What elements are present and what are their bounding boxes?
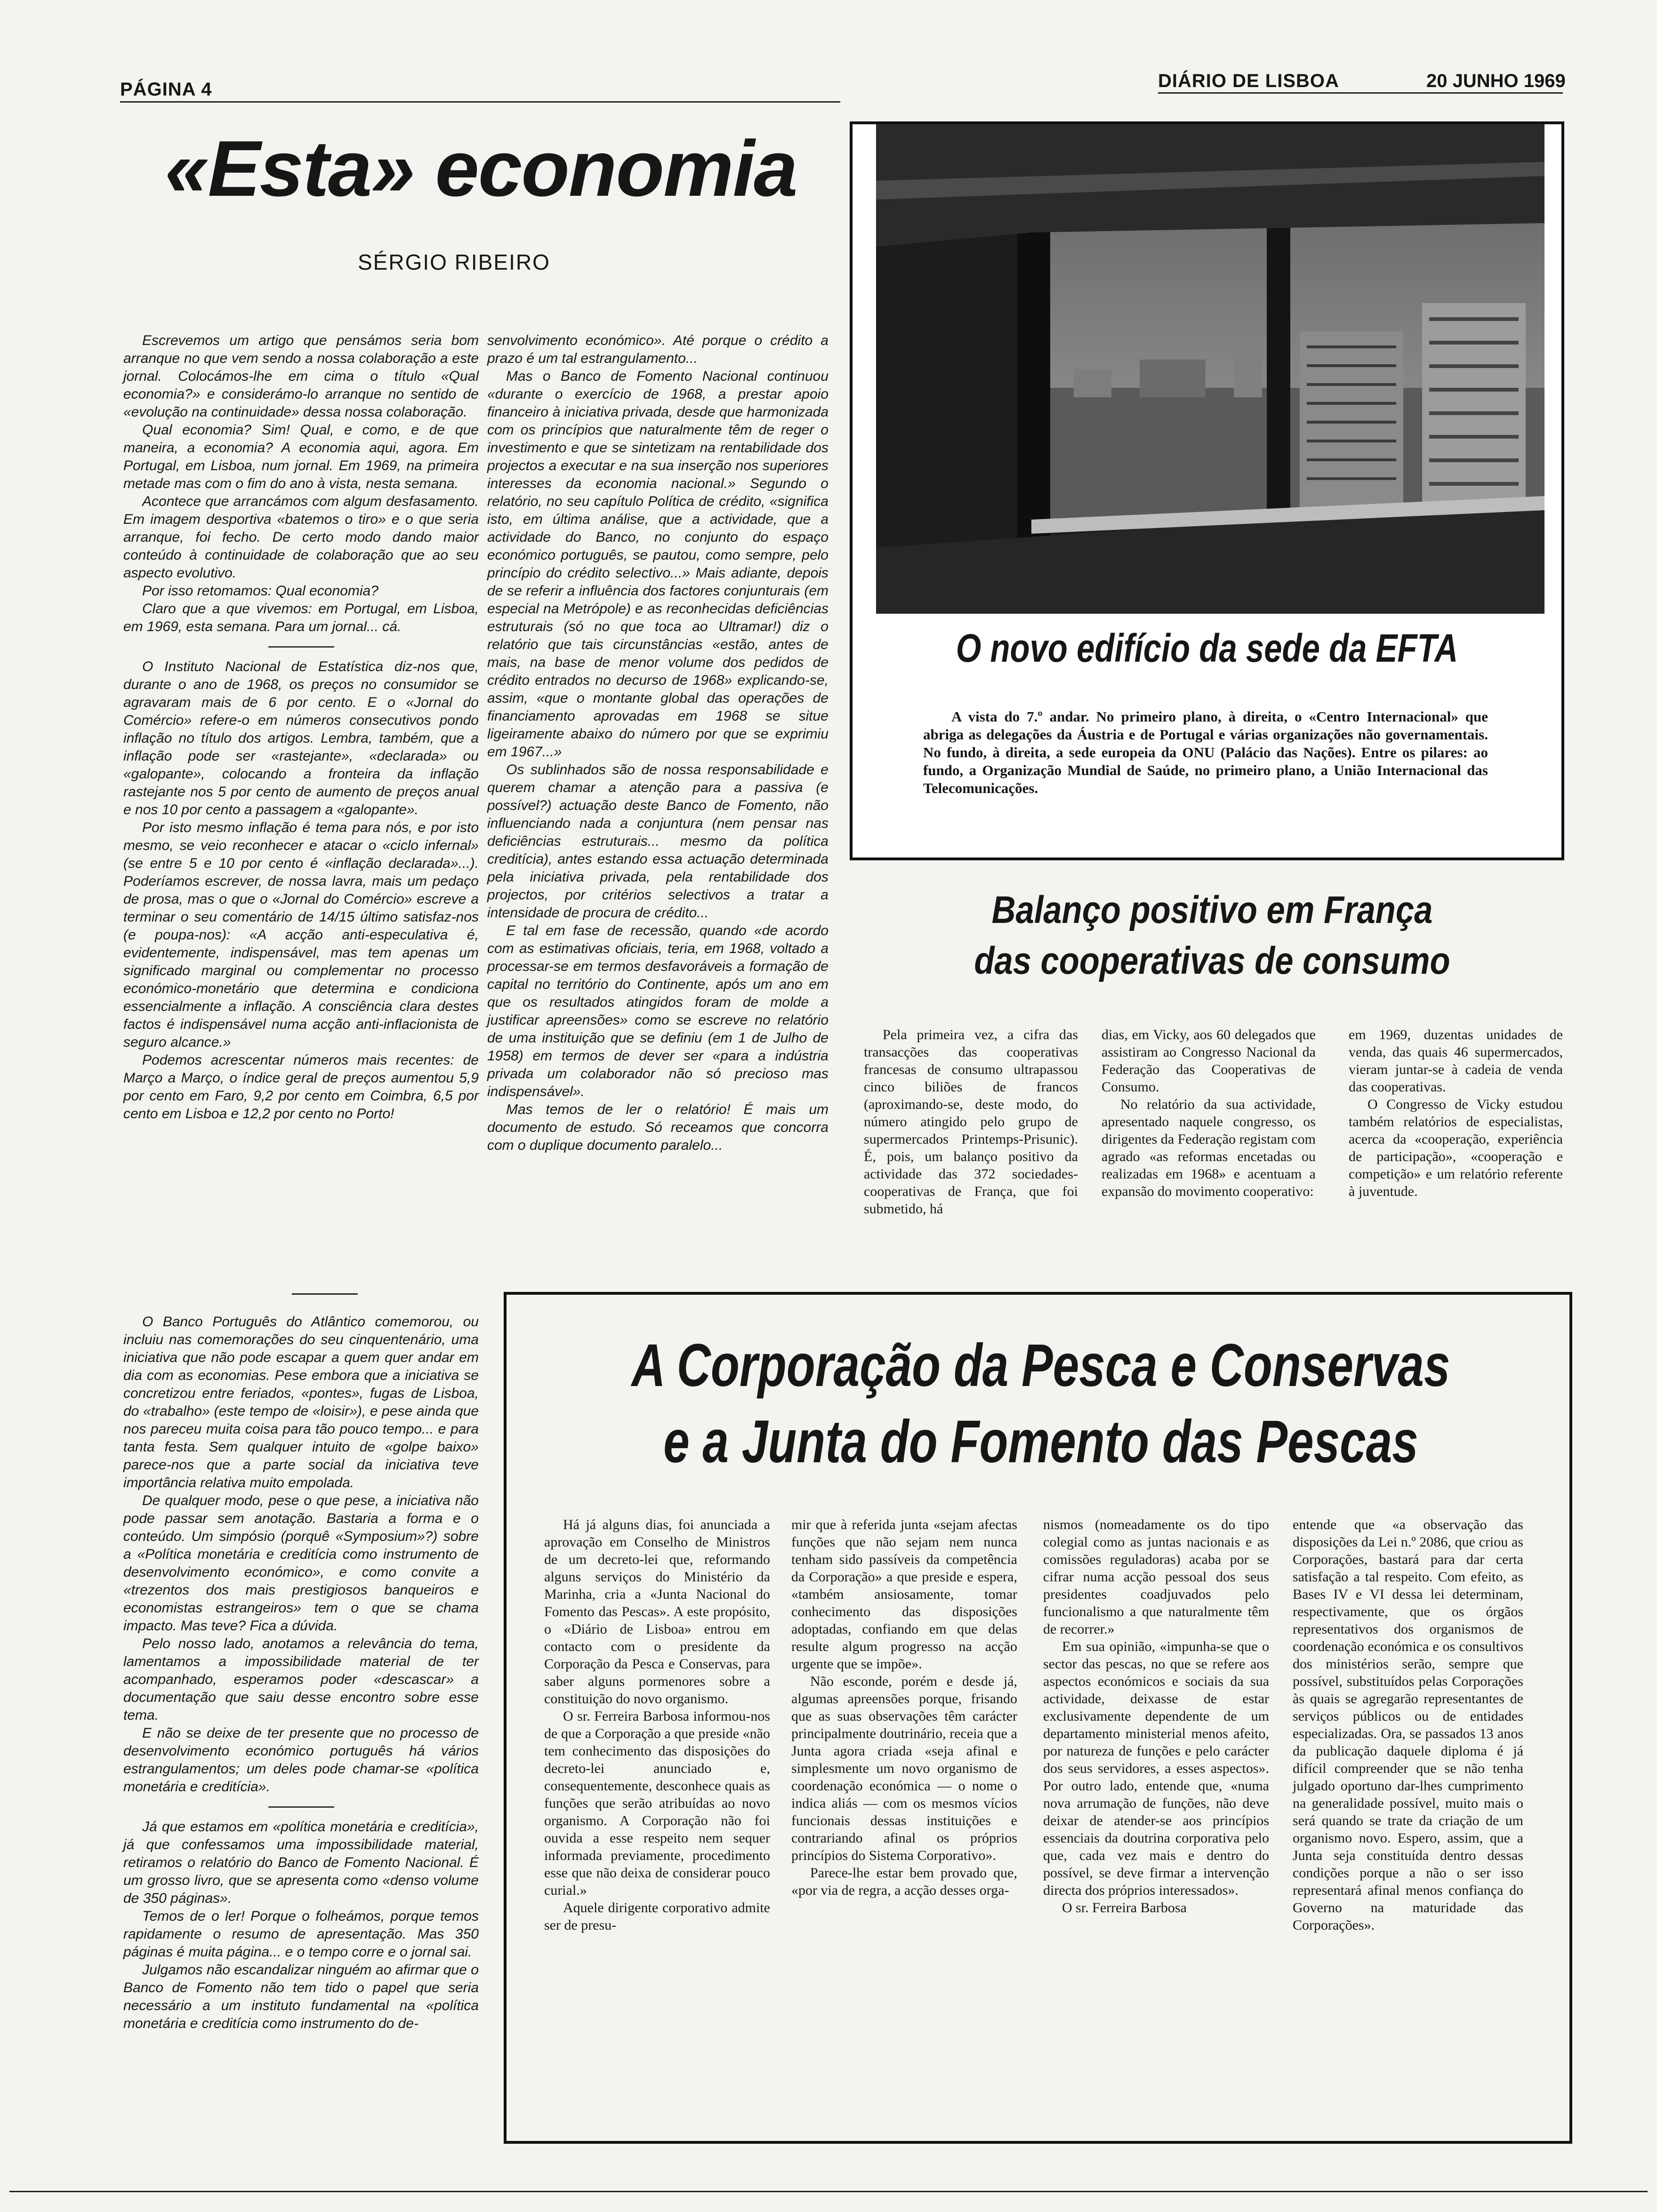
efta-headline: O novo edifício da sede da EFTA	[956, 626, 1458, 670]
paragraph: mir que à referida junta «sejam afectas funções que não sejam nem nunca tenham sido passíveis da competência da Corporação» a que preside e espera, «também ansiosamente, tomar conhecimento das disposições adoptadas, confiando em que delas resulte algum progresso na acção urgente que se impõe».	[791, 1517, 1017, 1672]
pesca-article-box	[504, 1292, 1572, 2144]
paragraph: O Instituto Nacional de Estatística diz-nos que, durante o ano de 1968, os preços no consumidor se agravaram mais de 6 por cento. E o «Jornal do Comércio» refere-o em números consecutivos pondo inflação no título dos artigos. Lembra, também, que a inflação pode ser «rastejante», «declarada» ou «galopante», colocando a fronteira da inflação rastejante nos 5 por cento de aumento de preços anual e nos 10 por cento a passagem a «galopante».	[123, 659, 479, 817]
headline-line-2: e a Junta do Fomento das Pescas	[663, 1408, 1418, 1475]
photo-illustration	[876, 124, 1544, 614]
article-title: «Esta» economia	[165, 124, 797, 213]
paragraph: Por isso retomamos: Qual economia?	[142, 583, 378, 599]
paragraph: entende que «a observação das disposições da Lei n.º 2086, que criou as Corporações, bastará para dar certa satisfação a tal respeito. Com efeito, as Bases IV e VI dessa lei determinam, respectivamente, que os órgãos representativos dos organismos de coordenação económica e os consultivos dos ministérios serão, sempre que possível, substituídos pelas Corporações às quais se agregarão representantes de serviços públicos ou de entidades especializadas. Ora, se passados 13 anos da publicação daquele diploma é já difícil compreender que se não tenha julgado oportuno dar-lhes cumprimento na generalidade possível, muito mais o será quando se trate da criação de um organismo novo. Espero, assim, que a Junta seja constituída dentro dessas condições porque a não o ser isso representará afinal menos confiança do Governo na maturidade das Corporações».	[1293, 1517, 1523, 1933]
article-byline: SÉRGIO RIBEIRO	[358, 250, 550, 274]
page-number: PÁGINA 4	[120, 79, 212, 100]
pesca-column-3	[1043, 1516, 1269, 1916]
paragraph: Há já alguns dias, foi anunciada a aprovação em Conselho de Ministros de um decreto-lei que, reformando alguns serviços do Ministério da Marinha, cria a «Junta Nacional do Fomento das Pescas». A este propósito, o «Diário de Lisboa» entrou em contacto com o presidente da Corporação da Pesca e Conservas, para saber alguns pormenores sobre a constituição do novo organismo.	[544, 1517, 770, 1707]
newspaper-name: DIÁRIO DE LISBOA	[1158, 71, 1339, 91]
pesca-column-1	[544, 1516, 770, 1934]
section-separator	[268, 646, 334, 648]
paragraph: Mas temos de ler o relatório! É mais um documento de estudo. Só receamos que concorra com o duplique documento paralelo...	[487, 1102, 828, 1153]
section-separator	[292, 1293, 358, 1295]
balanco-column-2	[1102, 1026, 1316, 1200]
paragraph: Escrevemos um artigo que pensámos seria bom arranque no que vem sendo a nossa colaboração a este jornal. Colocámos-lhe em cima o título «Qual economia?» e considerámo-lo arranque no sentido de «evolução na continuidade» dessa nossa colaboração.	[123, 333, 479, 420]
paragraph: Os sublinhados são de nossa responsabilidade e querem chamar a atenção para a passiva (e possível?) actuação deste Banco de Fomento, não influenciando nada a conjuntura (nem pensar nas deficiências estruturais... mesmo da política creditícia), antes estando essa actuação determinada pela iniciativa privada, pela rentabilidade dos projectos, por critérios selectivos a tratar a intensidade de procura de crédito...	[487, 762, 828, 921]
paragraph: Por isto mesmo inflação é tema para nós, e por isto mesmo, se veio reconhecer e atacar o «ciclo infernal» (se entre 5 e 10 por cento é «inflação declarada»...). Poderíamos escrever, de nossa lavra, mais um pedaço de prosa, mas o que o «Jornal do Comércio» escreve a terminar o seu comentário de 14/15 último satisfaz-nos (e poupa-nos): «A acção anti-especulativa é, evidentemente, indispensável, mas tem apenas um significado marginal ou complementar no processo económico-monetário que determina e condiciona essencialmente a inflação. A consciência clara destes factos é indispensável numa acção anti-inflacionista de seguro alcance.»	[123, 820, 479, 1050]
efta-building-photo	[876, 124, 1544, 614]
pesca-headline	[631, 1328, 1450, 1480]
page-bottom-rule	[9, 2191, 1648, 2192]
paragraph: Temos de o ler! Porque o folheámos, porque temos rapidamente o resumo de apresentação. Mas 350 páginas é muita página... e o tempo corre e o jornal sai.	[123, 1908, 479, 1960]
headline-line-2: das cooperativas de consumo	[974, 939, 1450, 982]
balanco-column-1	[864, 1026, 1078, 1218]
paragraph: O sr. Ferreira Barbosa informou-nos de que a Corporação a que preside «não tem conhecimento das disposições do decreto-lei anunciado e, consequentemente, desconhece quais as funções que serão atribuídas ao novo organismo. A Corporação não foi ouvida a esse respeito nem sequer informada previamente, procedimento esse que não deixa de considerar pouco curial.»	[544, 1708, 770, 1898]
economia-column-2	[487, 332, 828, 1154]
paragraph: O sr. Ferreira Barbosa	[1062, 1900, 1187, 1915]
header-divider	[120, 101, 840, 103]
paragraph: Acontece que arrancámos com algum desfasamento. Em imagem desportiva «batemos o tiro» e o que seria arranque, foi fecho. De certo modo dando maior conteúdo à continuidade de colaboração que ao seu aspecto evolutivo.	[123, 494, 479, 581]
economia-column-1	[123, 332, 479, 1123]
issue-date: 20 JUNHO 1969	[1426, 71, 1566, 91]
balanco-column-3	[1349, 1026, 1563, 1200]
paragraph: Já que estamos em «política monetária e creditícia», já que confessamos uma impossibilidade material, retiramos o relatório do Banco de Fomento Nacional. É um grosso livro, que se apresenta como «denso volume de 350 páginas».	[123, 1819, 479, 1906]
paragraph: dias, em Vicky, aos 60 delegados que assistiram ao Congresso Nacional da Federação das Cooperativas de Consumo.	[1102, 1027, 1316, 1095]
pesca-column-2	[791, 1516, 1017, 1899]
paragraph: Em sua opinião, «impunha-se que o sector das pescas, no que se refere aos aspectos económicos e sociais da sua actividade, deixasse de estar exclusivamente dependente de um departamento ministerial menos afeito, por natureza de funções e pelo carácter dos seus servidores, a esses aspectos». Por outro lado, entende que, «numa nova arrumação de funções, não deve deixar de atender-se aos princípios essenciais da doutrina corporativa pelo que, cada vez mais e dentro do possível, se deve firmar a intervenção directa dos próprios interessados».	[1043, 1639, 1269, 1898]
paragraph: E tal em fase de recessão, quando «de acordo com as estimativas oficiais, teria, em 1968, voltado a processar-se em termos desfavoráveis a formação de capital no território do Continente, após um ano em que os resultados atingidos foram de molde a justificar apreensões» como se escreve no relatório de uma instituição que se definiu (em 1 de Julho de 1958) em termos de dever ser «para a indústria privada um colaborador não só precioso mas indispensável».	[487, 923, 828, 1099]
efta-caption: A vista do 7.º andar. No primeiro plano, à direita, o «Centro Internacional» que abriga as delegações da Áustria e de Portugal e várias organizações não governamentais. No fundo, à direita, a sede europeia da ONU (Palácio das Nações). Entre os pilares: ao fundo, a Organização Mundial de Saúde, no primeiro plano, a União Internacional das Telecomunicações.	[923, 708, 1488, 796]
paragraph: Julgamos não escandalizar ninguém ao afirmar que o Banco de Fomento não tem tido o papel que seria necessário a um instituto fundamental na «política monetária e creditícia como instrumento do de-	[123, 1962, 479, 2031]
paragraph: No relatório da sua actividade, apresentado naquele congresso, os dirigentes da Federação registam com agrado «as reformas encetadas ou realizadas em 1968» e acentuam a expansão do movimento cooperativo:	[1102, 1097, 1316, 1199]
paragraph: nismos (nomeadamente os do tipo colegial como as juntas nacionais e as comissões reguladoras) acaba por se cifrar numa acção pessoal dos seus presidentes coadjuvados pelo funcionalismo a que naturalmente têm de recorrer.»	[1043, 1517, 1269, 1637]
paragraph: Pelo nosso lado, anotamos a relevância do tema, lamentamos a impossibilidade material de ter acompanhado, esperamos poder «descascar» a documentação que saiu desse encontro sobre esse tema.	[123, 1636, 479, 1723]
paragraph: O Banco Português do Atlântico comemorou, ou incluiu nas comemorações do seu cinquentenário, uma iniciativa que não pode escapar a quem quer andar em dia com as economias. Pese embora que a iniciativa se concretizou entre feriados, «pontes», fugas de Lisboa, do «trabalho» (este tempo de «loisir»), e pese ainda que nos pareceu muita coisa para tão pouco tempo... e para tanta festa. Sem qualquer intuito de «golpe baixo» parece-nos que a parte social da iniciativa teve importância relativa muito empolada.	[123, 1314, 479, 1491]
paragraph: Parece-lhe estar bem provado que, «por via de regra, a acção desses orga-	[791, 1865, 1017, 1898]
paragraph: senvolvimento económico». Até porque o crédito a prazo é um tal estrangulamento...	[487, 333, 828, 366]
paragraph: Aquele dirigente corporativo admite ser de presu-	[544, 1900, 770, 1933]
paragraph: Claro que a que vivemos: em Portugal, em Lisboa, em 1969, esta semana. Para um jornal... cá.	[123, 601, 479, 634]
paragraph: E não se deixe de ter presente que no processo de desenvolvimento económico português há vários estrangulamentos; um deles pode chamar-se «política monetária e creditícia».	[123, 1725, 479, 1795]
header-divider-right	[1158, 92, 1563, 94]
paragraph: Pela primeira vez, a cifra das transacções das cooperativas francesas de consumo ultrapassou cinco biliões de francos (aproximando-se, deste modo, do número atingido pelo grupo de supermercados Printemps-Prisunic). É, pois, um balanço positivo da actividade das 372 sociedades-cooperativas de França, que foi submetido, há	[864, 1027, 1078, 1217]
efta-photo-box	[850, 121, 1564, 860]
headline-line-1: A Corporação da Pesca e Conservas	[631, 1332, 1450, 1399]
paragraph: De qualquer modo, pese o que pese, a iniciativa não pode passar sem anotação. Bastaria a forma e o conteúdo. Um simpósio (porquê «Symposium»?) sobre a «Política monetária e creditícia como instrumento de desenvolvimento económico», e como convite a «trezentos dos mais prestigiosos banqueiros e economistas estrangeiros» tem o que se chama impacto. Mas teve? Fica a dúvida.	[123, 1493, 479, 1634]
paragraph: Não esconde, porém e desde já, algumas apreensões porque, frisando que as suas observações têm carácter principalmente doutrinário, receia que a Junta agora criada «seja afinal e simplesmente um novo organismo de coordenação económica — o nome o indica aliás — com os mesmos vícios funcionais dessas instituições e contrariando afinal os próprios princípios do Sistema Corporativo».	[791, 1674, 1017, 1863]
paragraph: Mas o Banco de Fomento Nacional continuou «durante o exercício de 1968, a prestar apoio financeiro à iniciativa privada, desde que harmonizada com os princípios que naturalmente têm de reger o investimento e que se sintetizam na rentabilidade dos projectos a executar e na sua inserção nos superiores interesses da economia nacional.» Segundo o relatório, no seu capítulo Política de crédito, «significa isto, em última análise, que a actividade, que a actividade do Banco, no conjunto do espaço económico português, se pautou, como sempre, pelo princípio do crédito selectivo...» Mais adiante, depois de se referir a influência dos factores conjunturais (em especial na Metrópole) e as reconhecidas deficiências estruturais (só no que toca ao Ultramar!) diz o relatório que tais circunstâncias «estão, antes de mais, na base de menor volume dos pedidos de crédito entrados no decurso de 1968» explicando-se, assim, «que o montante global das operações de financiamento aprovadas em 1968 se situe ligeiramente abaixo do número por que se exprimiu em 1967...»	[487, 369, 828, 760]
paragraph: Podemos acrescentar números mais recentes: de Março a Março, o índice geral de preços aumentou 5,9 por cento em Faro, 9,2 por cento em Coimbra, 6,5 por cento em Lisboa e 12,2 por cento no Porto!	[123, 1052, 479, 1122]
economia-column-1-continued	[123, 1313, 479, 2033]
balanco-headline	[910, 885, 1513, 986]
pesca-column-4	[1293, 1516, 1523, 1934]
paragraph: em 1969, duzentas unidades de venda, das quais 46 supermercados, vieram juntar-se à cadeia de venda das cooperativas.	[1349, 1027, 1563, 1095]
paragraph: Qual economia? Sim! Qual, e como, e de que maneira, a economia? A economia aqui, agora. Em Portugal, em Lisboa, num jornal. Em 1969, na primeira metade mas com o fim do ano à vista, nesta semana.	[123, 422, 479, 491]
paragraph: O Congresso de Vicky estudou também relatórios de especialistas, acerca da «cooperação, experiência de participação», «cooperação e competição» e um relatório referente à juventude.	[1349, 1097, 1563, 1199]
section-separator	[268, 1806, 334, 1808]
headline-line-1: Balanço positivo em França	[991, 889, 1433, 931]
